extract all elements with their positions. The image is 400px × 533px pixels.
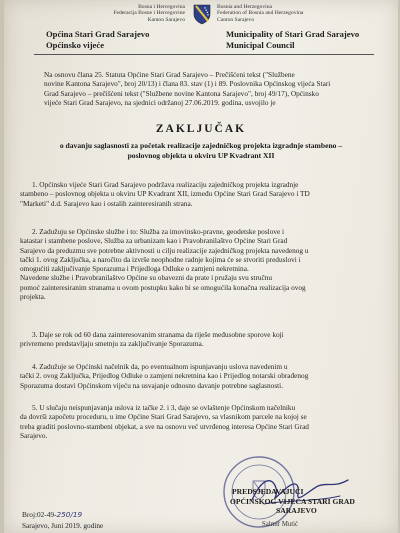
reference-number	[22, 510, 103, 521]
clause-line: Sarajevo.	[20, 430, 48, 440]
clause-line: 4. Zadužuje se Općinski načelnik da, po eventualnom ispunjavanju uslova navedenim u	[32, 362, 288, 371]
clause-line: da dovrši započetu proceduru, u ime Općine Stari Grad Sarajevo, sa vlasnikom parcele na kojoj se	[20, 412, 307, 422]
council-line: Općinsko vijeće	[46, 39, 105, 50]
clause-line: Sporazuma dostavi Općinskom vijeću na usvajanje odnosno davanje potrebne saglasnosti.	[20, 380, 284, 390]
signature-title-line: PREDSJEDAVAJUĆI	[232, 487, 304, 496]
header-right-line: Canton Sarajevo	[217, 16, 255, 23]
municipality-name-local	[46, 29, 149, 50]
clause-1	[20, 180, 310, 208]
document-title: ZAKLJUČAK	[155, 123, 247, 135]
preamble-line: Grad Sarajevo – prečišćeni tekst ("Službene novine Kantona Sarajevo", broj 49/17), Općinsko	[44, 88, 319, 98]
clause-line: 5. U slučaju neispunjavanja uslova iz tačke 2. i 3, daje se ovlaštenje Općinskom načelniku	[32, 403, 296, 412]
preamble-line: vijeće Stari Grad Sarajevo, na sjednici održanoj 27.06.2019. godina, usvojilo je	[44, 97, 276, 107]
header-right-line: Bosnia and Herzegovina	[217, 4, 272, 10]
clause-3	[20, 330, 284, 349]
council-line: Municipal Council	[226, 39, 295, 50]
reference-handwritten-number: 250/19	[56, 510, 83, 519]
signature-title-line: SARAJEVO	[276, 506, 317, 515]
preamble	[44, 70, 330, 107]
clause-line: tački 1. ovog Zaključka, a naročito da izvrše neophodne radnje kojima će se stvoriti preduslovi i	[20, 254, 301, 264]
clause-2	[20, 227, 309, 301]
clause-line: 3. Daje se rok od 60 dana zainteresovanim stranama da riješe međusobne sporove koji	[32, 330, 284, 339]
clause-line: Sarajevo da preduzmu sve potrebne aktivnosti u cilju realizacije zajedničkog projekta navedenog u	[20, 245, 309, 255]
clause-line: katastar i stambene poslove, Služba za urbanizam kao i Pravobranilaštvo Općine Stari Grad	[20, 236, 288, 246]
header-left-line: Federacija Bosne i Hercegovine	[113, 10, 185, 17]
municipality-name-english	[226, 29, 359, 50]
header-right-line: Federation of Bosnia and Herzegovina	[217, 10, 304, 17]
clause-line: omogućiti zaključivanje Sporazuma i Prijedloga Odluke o zamjeni nekretnina.	[20, 264, 249, 274]
reference-place-date: Sarajevo, Juni 2019. godine	[22, 520, 104, 530]
header-left	[113, 4, 185, 23]
clause-line: Navedene službe i Pravobranilaštvo Općine su obavezni da prate i pružaju svu stručnu	[20, 273, 273, 283]
clause-line: privremeno predstavljaju smetnju za zaključivanje Sporazuma.	[20, 339, 204, 349]
clause-line: stambeno – poslovnog objekta u okviru UP Kvadrant XII, između Općine Stari Grad Sarajevo i TD	[20, 189, 310, 199]
municipality-line: Općina Stari Grad Sarajevo	[46, 29, 150, 39]
municipality-line: Municipality of Stari Grad Sarajevo	[226, 29, 360, 39]
clause-line: 1. Općinsko vijeće Stari Grad Sarajevo podržava realizaciju zajedničkog projekta izgradnje	[32, 180, 299, 189]
clause-line: "Marketi" d.d. Sarajevo kao i ostalih zainteresiranih strana.	[20, 198, 193, 208]
document-page	[4, 0, 398, 533]
header-right	[217, 4, 303, 23]
clause-line: projekta.	[20, 292, 46, 302]
header-left-line: Kanton Sarajevo	[147, 16, 185, 23]
document-subtitle	[4, 141, 398, 160]
coat-of-arms-icon	[193, 4, 211, 25]
clause-line: treba graditi poslovno-stambeni objekat, a sve na osnovu već utvrđenog interesa Općine Stari Grad	[20, 421, 309, 431]
header-divider	[34, 54, 374, 55]
preamble-line: novine Kantona Sarajevo", broj 20/13) i člana 83. stav (1) i 89. Poslovnika Općinskog vijeća Stari	[44, 79, 331, 89]
reference-block	[22, 510, 103, 531]
clause-line: 2. Zadužuju se Općinske službe i to: Služba za imovinsko-pravne, geodetske poslove i	[32, 227, 285, 236]
clause-4	[20, 362, 308, 390]
signer-name: Salmir Mutić	[262, 521, 299, 528]
clause-line: tački 2. ovog Zaključka, Prijedlog Odluke o zamjeni nekretnina kao i Prijedlog notarski obrađenog	[20, 371, 309, 381]
header-left-line: Bosna i Hercegovina	[138, 4, 185, 10]
signature-block	[230, 487, 355, 516]
signature-title-line: OPĆINSKOG VIJEĆA STARI GRAD	[230, 496, 355, 506]
reference-prefix: Broj:02-49-	[22, 510, 57, 519]
subtitle-line: poslovnog objekta u okviru UP Kvadrant XII	[127, 150, 275, 160]
subtitle-line: o davanju saglasnosti za početak realizacije zajedničkog projekta izgradnje stambeno –	[59, 141, 343, 150]
preamble-line: Na osnovu člana 25. Statuta Općine Stari Grad Sarajevo – Prečišćeni tekst ("Službene	[44, 70, 295, 79]
clause-line: pomoć zainteresiranim stranama u ovom postupku kako bi se omogućila konačna realizacija ovog	[20, 282, 306, 292]
clause-5	[20, 403, 309, 440]
